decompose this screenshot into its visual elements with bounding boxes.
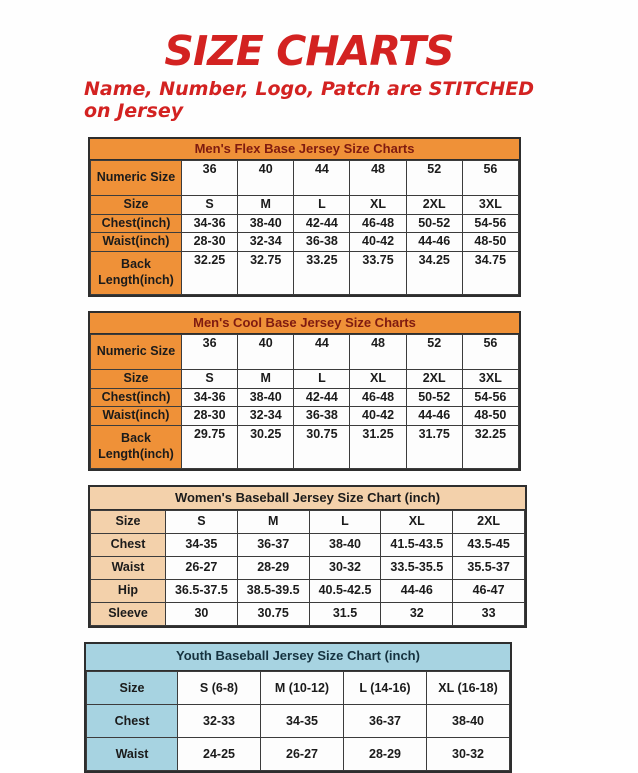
table-cell: 29.75	[182, 425, 238, 468]
table-cell: 34-35	[166, 534, 238, 557]
table-cell: 40-42	[350, 407, 406, 426]
row-label: Chest(inch)	[91, 388, 182, 407]
table-cell: 28-29	[344, 738, 427, 771]
table-cell: 3XL	[462, 195, 518, 214]
row-label: Chest(inch)	[91, 214, 182, 233]
table-row	[91, 557, 525, 580]
table-cell: 36-38	[294, 233, 350, 252]
table-cell: 31.25	[350, 425, 406, 468]
table-cell: 28-30	[182, 233, 238, 252]
table-cell: 2XL	[406, 195, 462, 214]
table-cell: 44	[294, 160, 350, 195]
table-cell: XL	[350, 370, 406, 389]
table-cell: 40-42	[350, 233, 406, 252]
table-cell: 34-35	[261, 705, 344, 738]
table-cell: 32	[381, 603, 453, 626]
row-label: Back Length(inch)	[91, 425, 182, 468]
table-cell: 35.5-37	[453, 557, 525, 580]
row-label: Size	[87, 672, 178, 705]
table-cell: 44-46	[406, 407, 462, 426]
table-cell: 54-56	[462, 214, 518, 233]
row-label: Waist(inch)	[91, 233, 182, 252]
table-cell: 31.75	[406, 425, 462, 468]
table-cell: S	[182, 195, 238, 214]
table-cell: 42-44	[294, 388, 350, 407]
table-cell: 38-40	[427, 705, 510, 738]
page-subtitle: Name, Number, Logo, Patch are STITCHED on Jersey	[84, 78, 534, 122]
table-row	[87, 672, 510, 705]
table-cell: 32-33	[178, 705, 261, 738]
table-row	[91, 214, 519, 233]
table-cell: 56	[462, 160, 518, 195]
table-row	[91, 160, 519, 195]
table-title: Men's Cool Base Jersey Size Charts	[90, 313, 519, 334]
table-cell: 33	[453, 603, 525, 626]
row-label: Size	[91, 511, 166, 534]
table-row	[91, 511, 525, 534]
table-cell: 36	[182, 335, 238, 370]
table-title: Youth Baseball Jersey Size Chart (inch)	[86, 644, 510, 671]
table-row	[91, 407, 519, 426]
table-cell: 30-32	[427, 738, 510, 771]
table-row	[91, 251, 519, 294]
table-row	[91, 335, 519, 370]
table-cell: 32-34	[238, 407, 294, 426]
size-table-grid	[86, 671, 510, 771]
table-cell: 34.75	[462, 251, 518, 294]
table-cell: 36	[182, 160, 238, 195]
table-cell: 48	[350, 160, 406, 195]
table-cell: 38-40	[238, 388, 294, 407]
table-cell: 38-40	[309, 534, 381, 557]
table-cell: L	[309, 511, 381, 534]
table-row	[91, 233, 519, 252]
table-cell: 30.75	[237, 603, 309, 626]
table-cell: 38-40	[238, 214, 294, 233]
table-row	[91, 580, 525, 603]
table-cell: XL	[350, 195, 406, 214]
table-cell: S	[182, 370, 238, 389]
table-cell: 46-47	[453, 580, 525, 603]
row-label: Chest	[87, 705, 178, 738]
table-cell: 34-36	[182, 214, 238, 233]
table-row	[91, 370, 519, 389]
size-table-grid	[90, 334, 519, 469]
table-cell: 40.5-42.5	[309, 580, 381, 603]
table-cell: 28-29	[237, 557, 309, 580]
table-title: Men's Flex Base Jersey Size Charts	[90, 139, 519, 160]
table-row	[91, 603, 525, 626]
row-label: Size	[91, 195, 182, 214]
table-cell: M	[238, 195, 294, 214]
womens-baseball-size-chart	[88, 485, 527, 628]
table-cell: 44-46	[406, 233, 462, 252]
table-cell: 34-36	[182, 388, 238, 407]
row-label: Numeric Size	[91, 335, 182, 370]
table-cell: 54-56	[462, 388, 518, 407]
table-cell: XL	[381, 511, 453, 534]
table-cell: 50-52	[406, 214, 462, 233]
row-label: Size	[91, 370, 182, 389]
table-row	[87, 705, 510, 738]
size-table-grid	[90, 510, 525, 626]
table-cell: 33.5-35.5	[381, 557, 453, 580]
row-label: Sleeve	[91, 603, 166, 626]
row-label: Waist	[87, 738, 178, 771]
table-cell: 30	[166, 603, 238, 626]
table-cell: L	[294, 195, 350, 214]
table-cell: 48-50	[462, 407, 518, 426]
mens-cool-base-size-chart	[88, 311, 521, 471]
table-cell: 36.5-37.5	[166, 580, 238, 603]
table-cell: S (6-8)	[178, 672, 261, 705]
table-cell: 36-37	[344, 705, 427, 738]
table-cell: 32.25	[182, 251, 238, 294]
table-cell: 30.25	[238, 425, 294, 468]
row-label: Waist	[91, 557, 166, 580]
table-cell: 44	[294, 335, 350, 370]
table-cell: 56	[462, 335, 518, 370]
table-cell: L	[294, 370, 350, 389]
table-cell: 48	[350, 335, 406, 370]
table-cell: 33.75	[350, 251, 406, 294]
row-label: Numeric Size	[91, 160, 182, 195]
table-cell: M	[238, 370, 294, 389]
table-cell: 41.5-43.5	[381, 534, 453, 557]
table-cell: 24-25	[178, 738, 261, 771]
table-cell: 31.5	[309, 603, 381, 626]
table-cell: 40	[238, 160, 294, 195]
table-cell: M (10-12)	[261, 672, 344, 705]
table-cell: 50-52	[406, 388, 462, 407]
table-cell: 42-44	[294, 214, 350, 233]
table-cell: 46-48	[350, 214, 406, 233]
table-cell: 52	[406, 335, 462, 370]
table-cell: 3XL	[462, 370, 518, 389]
table-cell: 30-32	[309, 557, 381, 580]
table-cell: L (14-16)	[344, 672, 427, 705]
table-cell: 36-38	[294, 407, 350, 426]
table-cell: 30.75	[294, 425, 350, 468]
table-cell: 36-37	[237, 534, 309, 557]
table-cell: M	[237, 511, 309, 534]
table-cell: 32.75	[238, 251, 294, 294]
table-row	[87, 738, 510, 771]
table-row	[91, 388, 519, 407]
table-cell: 26-27	[261, 738, 344, 771]
table-cell: 32-34	[238, 233, 294, 252]
table-cell: XL (16-18)	[427, 672, 510, 705]
table-cell: 33.25	[294, 251, 350, 294]
table-cell: 52	[406, 160, 462, 195]
table-row	[91, 195, 519, 214]
size-table-grid	[90, 160, 519, 295]
table-cell: 38.5-39.5	[237, 580, 309, 603]
table-cell: 44-46	[381, 580, 453, 603]
table-row	[91, 425, 519, 468]
table-row	[91, 534, 525, 557]
row-label: Waist(inch)	[91, 407, 182, 426]
row-label: Back Length(inch)	[91, 251, 182, 294]
table-cell: S	[166, 511, 238, 534]
row-label: Hip	[91, 580, 166, 603]
table-title: Women's Baseball Jersey Size Chart (inch)	[90, 487, 525, 510]
table-cell: 34.25	[406, 251, 462, 294]
table-cell: 43.5-45	[453, 534, 525, 557]
page-title: SIZE CHARTS	[164, 27, 454, 75]
mens-flex-base-size-chart	[88, 137, 521, 297]
table-cell: 40	[238, 335, 294, 370]
row-label: Chest	[91, 534, 166, 557]
youth-baseball-size-chart	[84, 642, 512, 773]
table-cell: 2XL	[406, 370, 462, 389]
table-cell: 46-48	[350, 388, 406, 407]
table-cell: 28-30	[182, 407, 238, 426]
table-cell: 32.25	[462, 425, 518, 468]
table-cell: 48-50	[462, 233, 518, 252]
table-cell: 26-27	[166, 557, 238, 580]
table-cell: 2XL	[453, 511, 525, 534]
